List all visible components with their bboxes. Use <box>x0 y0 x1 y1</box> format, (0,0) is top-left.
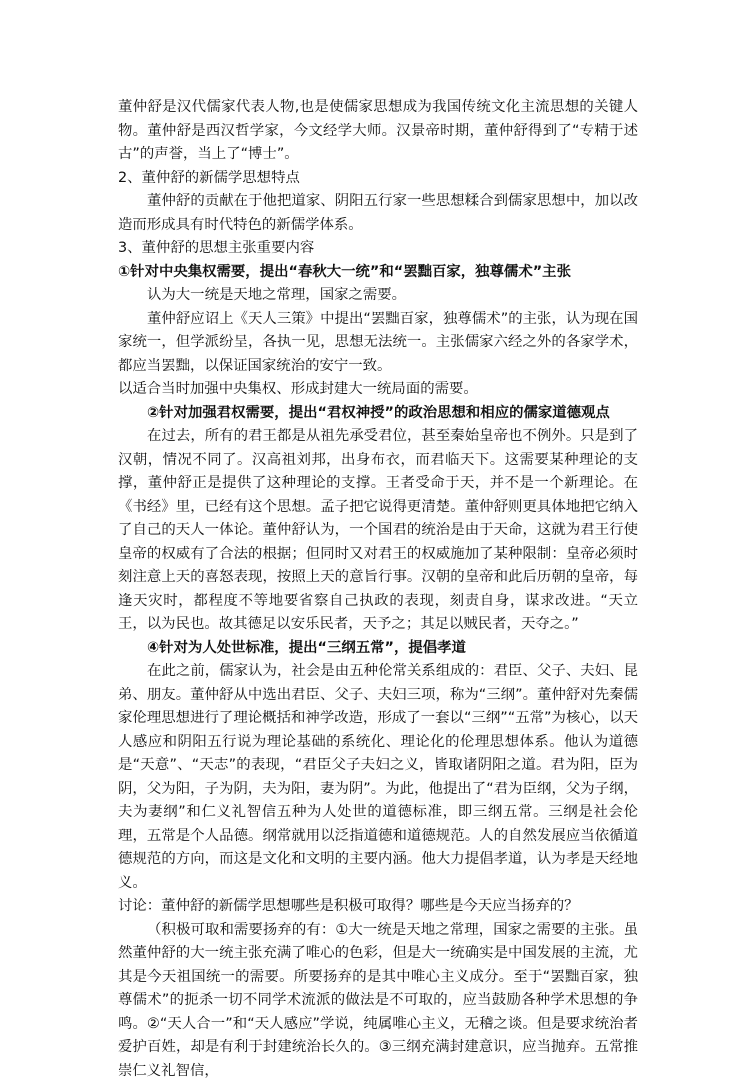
heading-section-3: 3、董仲舒的思想主张重要内容 <box>118 237 638 261</box>
paragraph-three-bonds: 在此之前，儒家认为，社会是由五种伦常关系组成的：君臣、父子、夫妇、昆弟、朋友。董仲舒从中选出君臣、父子、夫妇三项，称为“三纲”。董仲舒对先秦儒家伦理思想进行了理论概括和神学改造，形成了一套以“三纲”“五常”为核心，以天人感应和阴阳五行说为理论基础的系统化、理论化的伦理思想体系。他认为道德是“天意”、“天志”的表现，“君臣父子夫妇之义，皆取诸阴阳之道。君为阳，臣为阴，父为阳，子为阴，夫为阳，妻为阴”。为此，他提出了“君为臣纲，父为子纲，夫为妻纲”和仁义礼智信五种为人处世的道德标准，即三纲五常。三纲是社会伦理，五常是个人品德。纲常就用以泛指道德和道德规范。人的自然发展应当依循道德规范的方向，而这是文化和文明的主要内涵。他大力提倡孝道，认为孝是天经地义。 <box>118 660 638 895</box>
heading-section-2: 2、董仲舒的新儒学思想特点 <box>118 167 638 191</box>
paragraph-unity: 认为大一统是天地之常理，国家之需要。 <box>118 284 638 308</box>
subheading-point-4: ④针对为人处世标准，提出“三纲五常”，提倡孝道 <box>118 637 638 661</box>
paragraph-features: 董仲舒的贡献在于他把道家、阴阳五行家一些思想糅合到儒家思想中，加以改造而形成具有时代特色的新儒学体系。 <box>118 190 638 237</box>
paragraph-discussion-question: 讨论：董仲舒的新儒学思想哪些是积极可取得？哪些是今天应当扬弃的？ <box>118 895 638 919</box>
paragraph-three-strategies: 董仲舒应诏上《天人三策》中提出“罢黜百家，独尊儒术”的主张，认为现在国家统一，但学派纷呈，各执一见，思想无法统一。主张儒家六经之外的各家学术，都应当罢黜，以保证国家统治的安宁一致。 <box>118 308 638 379</box>
paragraph-divine-right: 在过去，所有的君王都是从祖先承受君位，甚至秦始皇帝也不例外。只是到了汉朝，情况不同了。汉高祖刘邦，出身布衣，而君临天下。这需要某种理论的支撑，董仲舒正是提供了这种理论的支撑。王者受命于天，并不是一个新理论。在《书经》里，已经有这个思想。孟子把它说得更清楚。董仲舒则更具体地把它纳入了自己的天人一体论。董仲舒认为，一个国君的统治是由于天命，这就为君王行使皇帝的权威有了合法的根据；但同时又对君王的权威施加了某种限制：皇帝必须时刻注意上天的喜怒表现，按照上天的意旨行事。汉朝的皇帝和此后历朝的皇帝，每逢天灾时，都程度不等地要省察自己执政的表现，刻责自身，谋求改进。“天立王，以为民也。故其德足以安乐民者，天予之；其足以贼民者，天夺之。” <box>118 425 638 637</box>
paragraph-centralization: 以适合当时加强中央集权、形成封建大一统局面的需要。 <box>118 378 638 402</box>
subheading-point-2: ②针对加强君权需要，提出“君权神授”的政治思想和相应的儒家道德观点 <box>118 402 638 426</box>
paragraph-intro: 董仲舒是汉代儒家代表人物,也是使儒家思想成为我国传统文化主流思想的关键人物。董仲舒是西汉哲学家，今文经学大师。汉景帝时期，董仲舒得到了“专精于述古”的声誉，当上了“博士”。 <box>118 96 638 167</box>
document-body <box>118 96 638 1083</box>
paragraph-discussion-answer: （积极可取和需要扬弃的有：①大一统是天地之常理，国家之需要的主张。虽然董仲舒的大一统主张充满了唯心的色彩，但是大一统确实是中国发展的主流，尤其是今天祖国统一的需要。所要扬弃的是其中唯心主义成分。至于“罢黜百家，独尊儒术”的扼杀一切不同学术流派的做法是不可取的，应当鼓励各种学术思想的争鸣。②“天人合一”和“天人感应”学说，纯属唯心主义，无稽之谈。但是要求统治者爱护百姓，却是有利于封建统治长久的。③三纲充满封建意识，应当抛弃。五常推崇仁义礼智信， <box>118 919 638 1083</box>
subheading-point-1: ①针对中央集权需要，提出“春秋大一统”和“罢黜百家，独尊儒术”主张 <box>118 261 638 285</box>
